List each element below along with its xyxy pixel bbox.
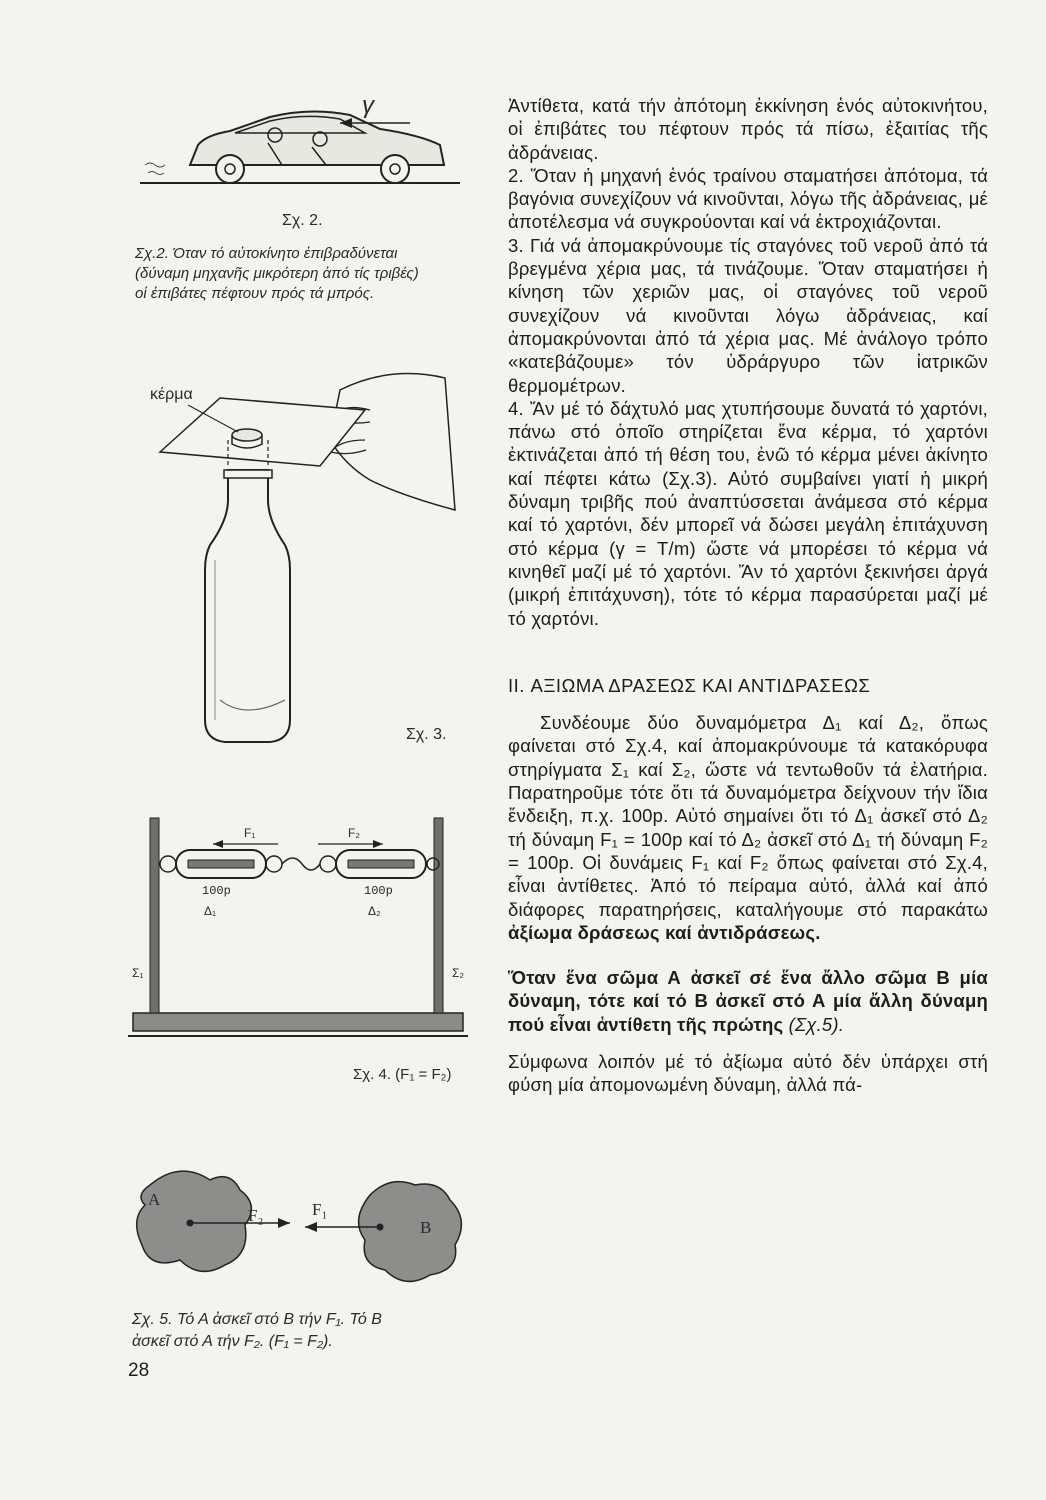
section-heading: II. ΑΞΙΩΜΑ ΔΡΑΣΕΩΣ ΚΑΙ ΑΝΤΙΔΡΑΣΕΩΣ: [508, 674, 871, 696]
axiom-figure-ref: (Σχ.5).: [788, 1013, 845, 1035]
body-a-label: A: [148, 1190, 161, 1209]
fig4-label: Σχ. 4. (F₁ = F₂): [353, 1066, 452, 1083]
page-number: 28: [128, 1360, 150, 1381]
force-f1-label: F₁: [244, 826, 256, 840]
paragraph-dynamometers-text: Συνδέουμε δύο δυναμόμετρα Δ₁ καί Δ₂, ὅπως φαίνεται στό Σχ.4, καί ἀπομακρύνουμε τά κατακόρυφα στηρίγματα Σ₁ καί Σ₂, ὥστε νά τεντωθοῦν τά ἐλατήρια. Παρατηροῦμε τότε ὅτι τά δυναμόμετρα δείχνουν τήν ἴδια ἔνδειξη, π.χ. 100p. Αὐτό σημαίνει ὅτι τό Δ₁ ἀσκεῖ στό Δ₂ τή δύναμη F₁ = 100p καί τό Δ₂ ἀσκεῖ στό Δ₁ τή δύναμη F₂ = 100p. Οἱ δυνάμεις F₁ καί F₂ ὅπως φαίνεται στό Σχ.4, εἶναι ἀντίθετες. Ἀπό τό πείραμα αὐτό, ἀλλά καί ἀπό διάφορες παρατηρήσεις, καταλήγουμε στό παρακάτω: [508, 712, 988, 920]
bottle-illustration: [150, 370, 470, 750]
body-b-label: B: [420, 1218, 432, 1237]
paragraph-dynamometers: [508, 711, 988, 944]
stand-s2-label: Σ₂: [452, 966, 465, 980]
fig5-caption-line1: Σχ. 5. Τό Α ἀσκεῖ στό Β τήν F₁. Τό Β: [132, 1311, 382, 1328]
paragraph-train: 2. Ὅταν ἡ μηχανή ἑνός τραίνου σταματήσει ἀπότομα, τά βαγόνια συνεχίζουν νά κινοῦνται, λόγω τῆς ἀδράνειας, μέ ἀποτέλεσμα νά συγκρούονται καί νά ἐκτροχιάζονται.: [508, 164, 988, 233]
dynamometer-d1-label: Δ₁: [204, 904, 217, 918]
fig2-caption-line1: Σχ.2. Όταν τό αὐτοκίνητο ἐπιβραδύνεται: [135, 245, 398, 262]
fig5-caption-line2: ἀσκεῖ στό Α τήν F₂. (F₁ = F₂).: [132, 1333, 333, 1350]
axiom-statement: [508, 966, 988, 1036]
dynamometer-d2-label: Δ₂: [368, 904, 381, 918]
paragraph-water-drops: 3. Γιά νά ἀπομακρύνουμε τίς σταγόνες τοῦ νεροῦ ἀπό τά βρεγμένα χέρια μας, τά τινάζουμε. Ὅταν σταματήσει ἡ κίνηση τῶν χεριῶν μας, οἱ σταγόνες τοῦ νεροῦ συνεχίζουν νά κινοῦνται λόγω ἀδράνειας, καί ἀπομακρύνονται ἀπό τά χέρια μας. Μέ ἀνάλογο τρόπο «κατεβάζουμε» τόν ὑδράργυρο τῶν ἰατρικῶν θερμομέτρων.: [508, 234, 988, 396]
fig2-caption-line3: οἱ ἐπιβάτες πέφτουν πρός τά μπρός.: [135, 285, 375, 302]
reading-d2-label: 100p: [364, 884, 393, 898]
paragraph-inertia-car: Ἀντίθετα, κατά τήν ἀπότομη ἐκκίνηση ἑνός αὐτοκινήτου, οἱ ἐπιβάτες του πέφτουν πρός τά πίσω, ἐξαιτίας τῆς ἀδράνειας.: [508, 95, 988, 163]
force-f2-label: F₂: [348, 826, 360, 840]
reading-d1-label: 100p: [202, 884, 231, 898]
fig2-label: Σχ. 2.: [282, 212, 323, 229]
coin-label: κέρμα: [150, 386, 193, 403]
gamma-label: γ: [362, 92, 374, 119]
axiom-statement-text: Ὅταν ἕνα σῶμα Α ἀσκεῖ σέ ἕνα ἄλλο σῶμα Β μία δύναμη, τότε καί τό Β ἀσκεῖ στό Α μία ἄλλη δύναμη πού εἶναι ἀντίθετη τῆς πρώτης: [508, 967, 988, 1035]
fig2-caption-line2: (δύναμη μηχανῆς μικρότερη ἀπό τίς τριβές): [135, 265, 419, 282]
fig3-label: Σχ. 3.: [406, 726, 447, 743]
force-f2-label-fig5: F₂: [248, 1206, 264, 1225]
main-text-column: [508, 94, 988, 1097]
dynamometer-illustration: [128, 808, 468, 1058]
paragraph-conclusion: Σύμφωνα λοιπόν μέ τό ἀξίωμα αὐτό δέν ὑπάρχει στή φύση μία ἀπομονωμένη δύναμη, ἀλλά πά-: [508, 1050, 988, 1096]
paragraph-coin-card: 4. Ἄν μέ τό δάχτυλό μας χτυπήσουμε δυνατά τό χαρτόνι, πάνω στό ὁποῖο στηρίζεται ἕνα κέρμα, τό χαρτόνι ἐκτινάζεται ἀπό τή θέση του, ἐνῶ τό κέρμα μένει ἀκίνητο καί πέφτει κάτω (Σχ.3). Αὐτό συμβαίνει γιατί ἡ μικρή δύναμη τριβῆς πού ἀναπτύσσεται ἀνάμεσα στό κέρμα καί τό χαρτόνι, δέν μπορεῖ νά δώσει μεγάλη ἐπιτάχυνση στό κέρμα (γ = T/m) ὥστε νά μπορέσει τό κέρμα νά κινηθεῖ μαζί μέ τό χαρτόνι. Ἄν τό χαρτόνι ξεκινήσει ἀργά (μικρή ἐπιτάχυνση), τότε τό κέρμα παρασύρεται μαζί μέ τό χαρτόνι.: [508, 397, 988, 629]
bodies-illustration: [130, 1165, 470, 1295]
car-illustration: [140, 95, 460, 195]
stand-s1-label: Σ₁: [132, 966, 144, 980]
axiom-name: ἀξίωμα δράσεως καί ἀντιδράσεως.: [508, 921, 821, 943]
force-f1-label-fig5: F₁: [312, 1200, 328, 1219]
